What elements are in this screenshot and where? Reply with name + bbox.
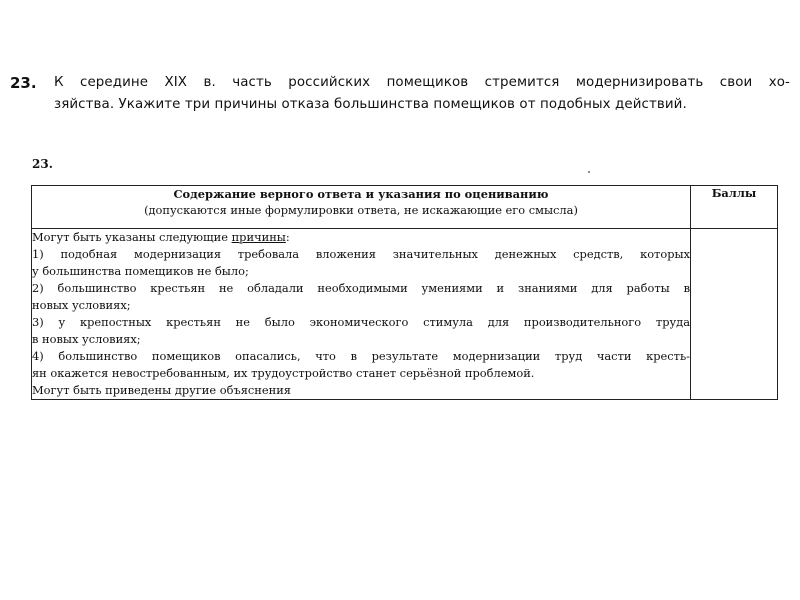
- answer-intro-prefix: Могут быть указаны следующие: [32, 230, 232, 244]
- answer-line-8: ян окажется невостребованным, их трудоустройство станет серьёзной проблемой.: [32, 366, 535, 380]
- header-score-cell: Баллы: [691, 186, 778, 229]
- answer-score-cell: [691, 229, 778, 400]
- answer-line-5: 3) у крепостных крестьян не было экономического стимула для производительного труда: [32, 315, 690, 329]
- question-line-1: К середине XIX в. часть российских помещиков стремится модернизировать свои хо-: [54, 75, 790, 90]
- answer-table: [31, 185, 778, 400]
- header-content-cell: [32, 186, 691, 229]
- answer-line-9: Могут быть приведены другие объяснения: [32, 383, 291, 397]
- answer-intro-underlined: причины: [231, 230, 286, 244]
- answer-number: 23.: [32, 157, 53, 171]
- answer-intro: [32, 229, 690, 246]
- answer-line-6: в новых условиях;: [32, 332, 141, 346]
- answer-line-3: 2) большинство крестьян не обладали необходимыми умениями и знаниями для работы в: [32, 281, 690, 295]
- answer-content-cell: [32, 229, 691, 400]
- answer-line-7: 4) большинство помещиков опасались, что в результате модернизации труд части кресть-: [32, 349, 690, 363]
- answer-line-1: 1) подобная модернизация требовала вложения значительных денежных средств, которых: [32, 247, 690, 261]
- header-content-note: (допускаются иные формулировки ответа, не искажающие его смысла): [144, 203, 578, 217]
- answer-intro-suffix: :: [285, 230, 290, 244]
- question-number: 23.: [10, 74, 37, 92]
- answer-table-header: [32, 186, 778, 229]
- question-line-2: зяйства. Укажите три причины отказа большинства помещиков от подобных действий.: [54, 97, 687, 112]
- answer-table-row: [32, 229, 778, 400]
- answer-line-2: у большинства помещиков не было;: [32, 264, 249, 278]
- header-content-title: Содержание верного ответа и указания по оцениванию: [173, 187, 549, 201]
- question-text: [54, 72, 790, 116]
- scan-speck: [588, 171, 590, 173]
- answer-line-4: новых условиях;: [32, 298, 131, 312]
